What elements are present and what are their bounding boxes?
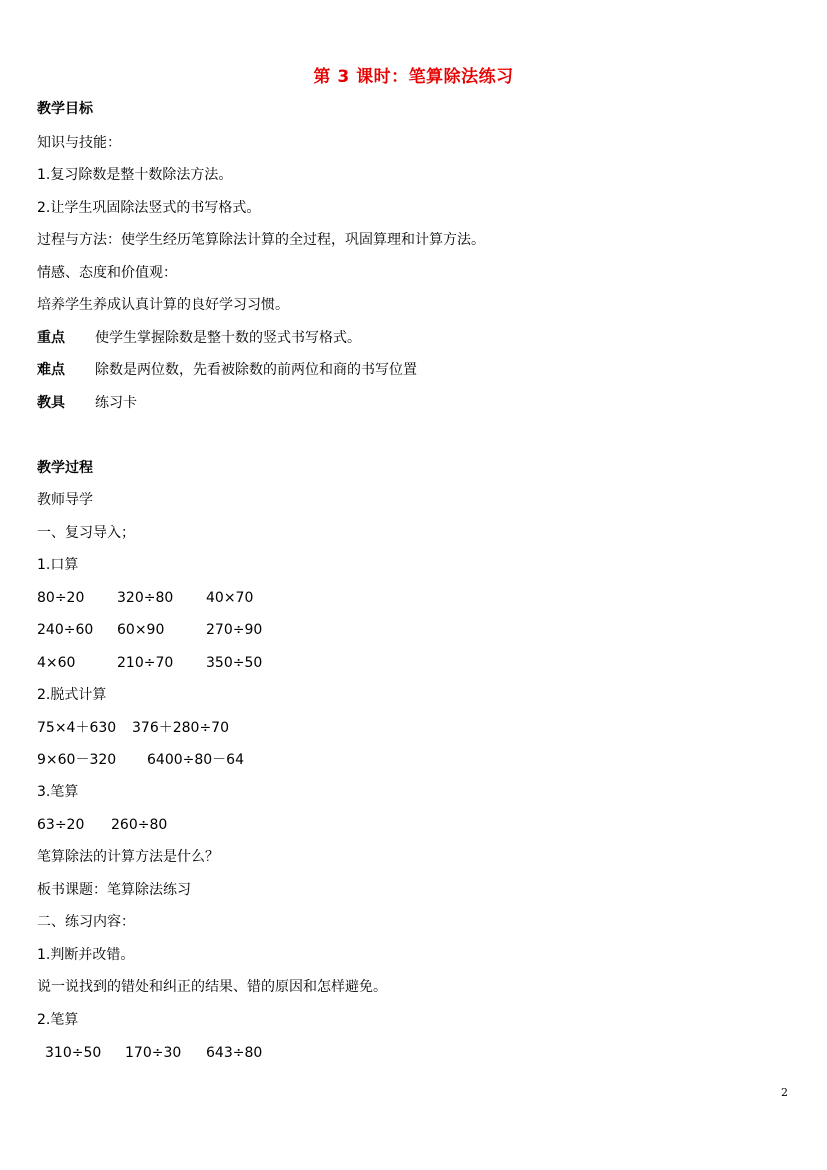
step-item: 6400÷80－64	[147, 752, 244, 768]
process-method: 过程与方法：使学生经历笔算除法计算的全过程，巩固算理和计算方法。	[37, 232, 485, 248]
written-item: 63÷20	[37, 817, 85, 833]
written2-label: 2.笔算	[37, 1012, 79, 1028]
difficulty	[37, 360, 417, 380]
key-point-text: 使学生掌握除数是整十数的竖式书写格式。	[95, 330, 361, 346]
judge-label: 1.判断并改错。	[37, 947, 135, 963]
difficulty-label: 难点	[37, 362, 65, 378]
written2-item: 170÷30	[125, 1045, 182, 1061]
step-item: 376＋280÷70	[132, 720, 229, 736]
step-row	[37, 718, 229, 738]
step-row	[37, 750, 244, 770]
written2-item: 643÷80	[206, 1045, 263, 1061]
judge-text: 说一说找到的错处和纠正的结果、错的原因和怎样避免。	[37, 979, 387, 995]
tools-label: 教具	[37, 395, 65, 411]
section-heading-goals: 教学目标	[37, 101, 93, 117]
question: 笔算除法的计算方法是什么？	[37, 849, 219, 865]
written-item: 260÷80	[111, 817, 168, 833]
guide-label: 教师导学	[37, 492, 93, 508]
oral-row	[37, 588, 253, 608]
step-item: 9×60－320	[37, 752, 117, 768]
tools-text: 练习卡	[95, 395, 137, 411]
written-label: 3.笔算	[37, 784, 79, 800]
oral-item: 60×90	[117, 622, 165, 638]
step-label: 2.脱式计算	[37, 687, 107, 703]
oral-item: 40×70	[206, 590, 254, 606]
knowledge-item-1: 1.复习除数是整十数除法方法。	[37, 167, 233, 183]
board-title: 板书课题：笔算除法练习	[37, 882, 191, 898]
page-title: 第 3 课时：笔算除法练习	[313, 67, 514, 87]
oral-item: 270÷90	[206, 622, 263, 638]
page-number: 2	[781, 1086, 788, 1099]
oral-item: 210÷70	[117, 655, 174, 671]
tools	[37, 393, 137, 413]
oral-item: 240÷60	[37, 622, 94, 638]
oral-item: 320÷80	[117, 590, 174, 606]
part2-heading: 二、练习内容：	[37, 914, 135, 930]
difficulty-text: 除数是两位数，先看被除数的前两位和商的书写位置	[95, 362, 417, 378]
key-point	[37, 328, 361, 348]
key-point-label: 重点	[37, 330, 65, 346]
oral-item: 80÷20	[37, 590, 85, 606]
oral-row	[37, 653, 262, 673]
knowledge-item-2: 2.让学生巩固除法竖式的书写格式。	[37, 200, 261, 216]
knowledge-label: 知识与技能：	[37, 135, 121, 151]
emotion-label: 情感、态度和价值观：	[37, 265, 177, 281]
written2-row	[45, 1043, 262, 1063]
written-row	[37, 815, 167, 835]
oral-item: 350÷50	[206, 655, 263, 671]
section-heading-process: 教学过程	[37, 460, 93, 476]
written2-item: 310÷50	[45, 1045, 102, 1061]
emotion-text: 培养学生养成认真计算的良好学习习惯。	[37, 297, 289, 313]
oral-label: 1.口算	[37, 557, 79, 573]
oral-item: 4×60	[37, 655, 76, 671]
step-item: 75×4＋630	[37, 720, 117, 736]
part1-heading: 一、复习导入；	[37, 525, 135, 541]
oral-row	[37, 620, 262, 640]
